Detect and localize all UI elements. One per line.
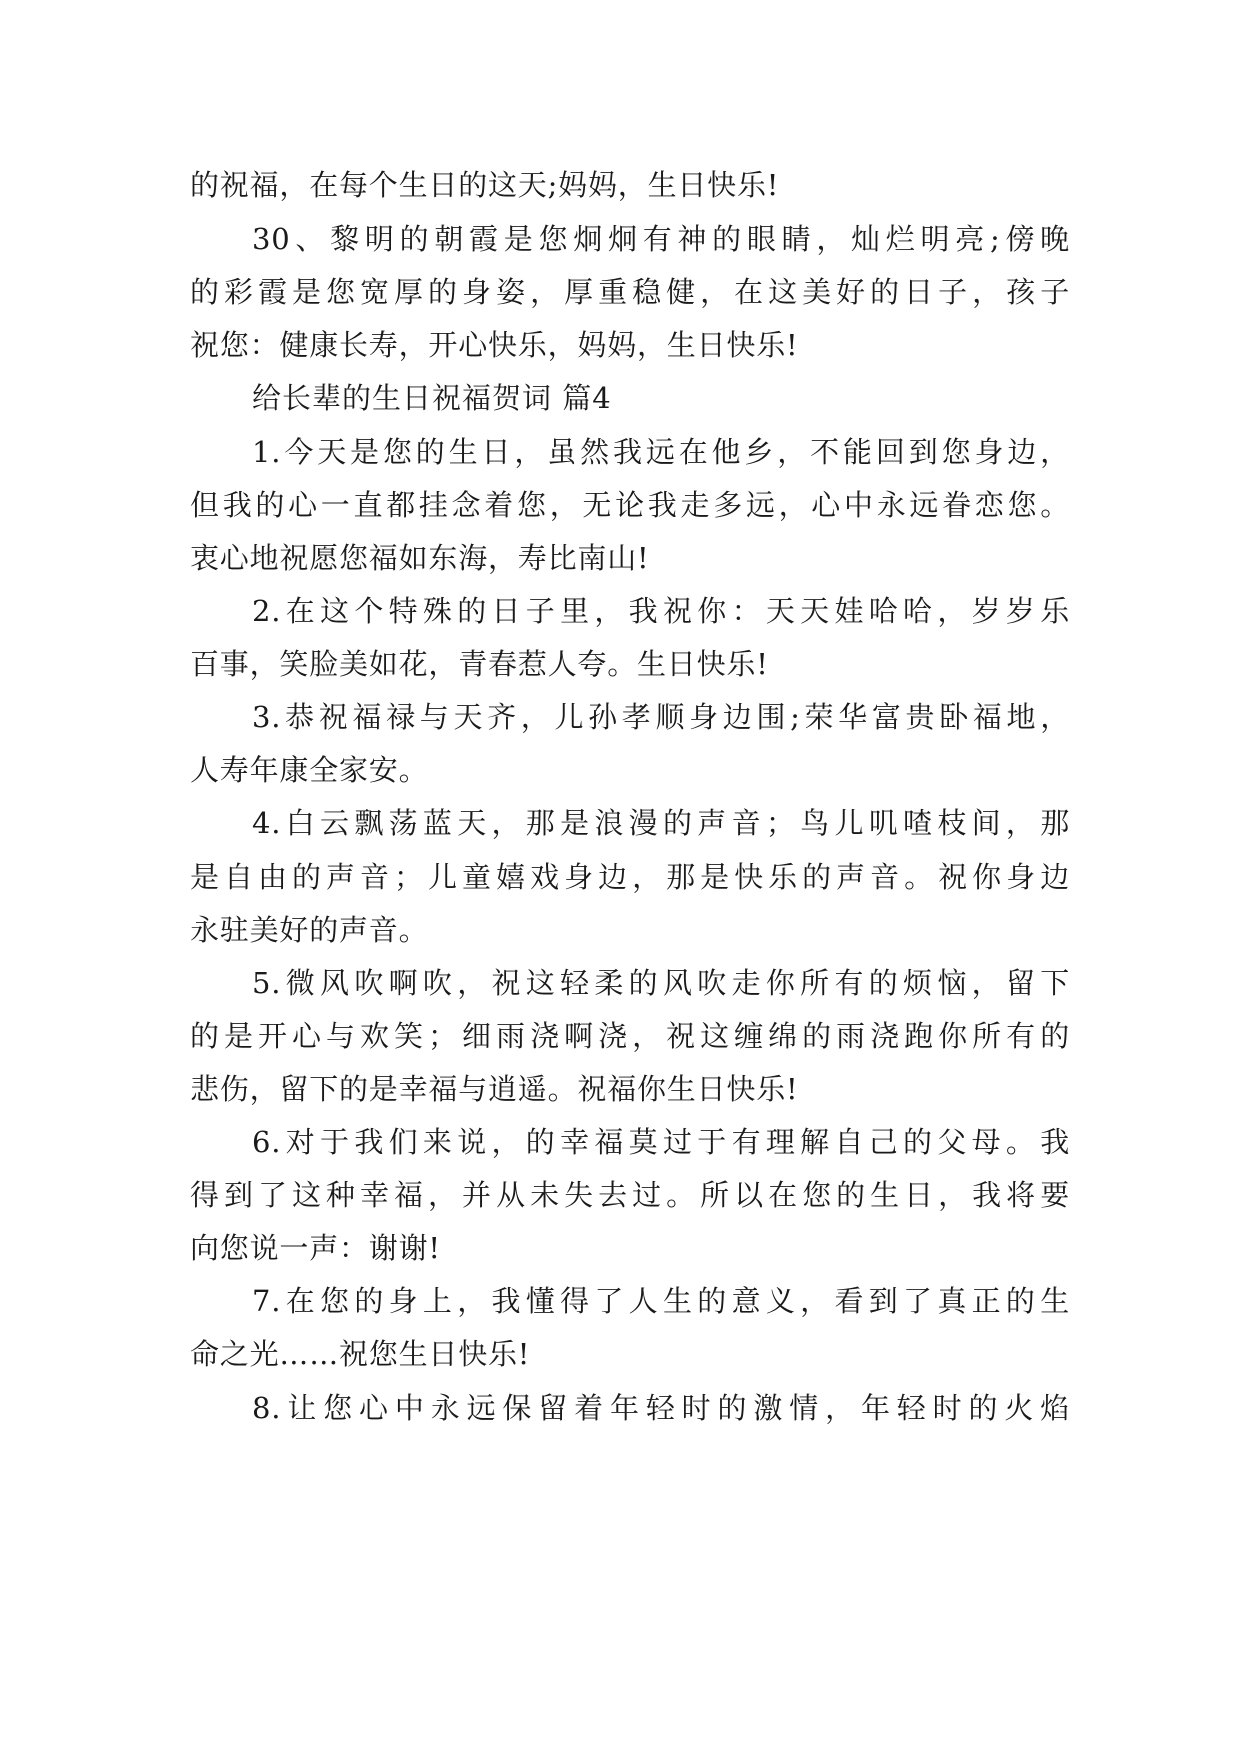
text-line: 8.让您心中永远保留着年轻时的激情，年轻时的火焰 (252, 1391, 1070, 1425)
text-line: 3.恭祝福禄与天齐，儿孙孝顺身边围;荣华富贵卧福地， (252, 700, 1070, 734)
text-line: 4.白云飘荡蓝天，那是浪漫的声音；鸟儿叽喳枝间，那 (252, 806, 1070, 840)
text-line: 是自由的声音；儿童嬉戏身边，那是快乐的声音。祝你身边 (190, 860, 1070, 894)
text-line: 向您说一声：谢谢! (190, 1231, 441, 1265)
text-line: 5.微风吹啊吹，祝这轻柔的风吹走你所有的烦恼，留下 (252, 966, 1070, 1000)
text-line: 命之光……祝您生日快乐! (190, 1337, 531, 1371)
text-line: 但我的心一直都挂念着您，无论我走多远，心中永远眷恋您。 (190, 488, 1070, 522)
text-line: 祝您：健康长寿，开心快乐，妈妈，生日快乐! (190, 328, 799, 362)
text-line: 2.在这个特殊的日子里，我祝你：天天娃哈哈，岁岁乐 (252, 594, 1070, 628)
text-line: 7.在您的身上，我懂得了人生的意义，看到了真正的生 (252, 1284, 1070, 1318)
section-heading: 给长辈的生日祝福贺词 篇4 (252, 381, 612, 415)
text-line: 1.今天是您的生日，虽然我远在他乡，不能回到您身边， (252, 435, 1070, 469)
text-line: 百事，笑脸美如花，青春惹人夸。生日快乐! (190, 647, 769, 681)
text-line: 的祝福，在每个生日的这天;妈妈，生日快乐! (190, 168, 780, 202)
text-line: 永驻美好的声音。 (190, 913, 429, 947)
text-line: 人寿年康全家安。 (190, 753, 429, 787)
text-line: 悲伤，留下的是幸福与逍遥。祝福你生日快乐! (190, 1072, 799, 1106)
text-line: 的彩霞是您宽厚的身姿，厚重稳健，在这美好的日子，孩子 (190, 275, 1070, 309)
text-line: 得到了这种幸福，并从未失去过。所以在您的生日，我将要 (190, 1178, 1070, 1212)
text-line: 衷心地祝愿您福如东海，寿比南山! (190, 541, 650, 575)
text-line: 的是开心与欢笑；细雨浇啊浇，祝这缠绵的雨浇跑你所有的 (190, 1019, 1070, 1053)
text-line: 30、黎明的朝霞是您炯炯有神的眼睛，灿烂明亮;傍晚 (252, 222, 1070, 256)
text-line: 6.对于我们来说，的幸福莫过于有理解自己的父母。我 (252, 1125, 1070, 1159)
